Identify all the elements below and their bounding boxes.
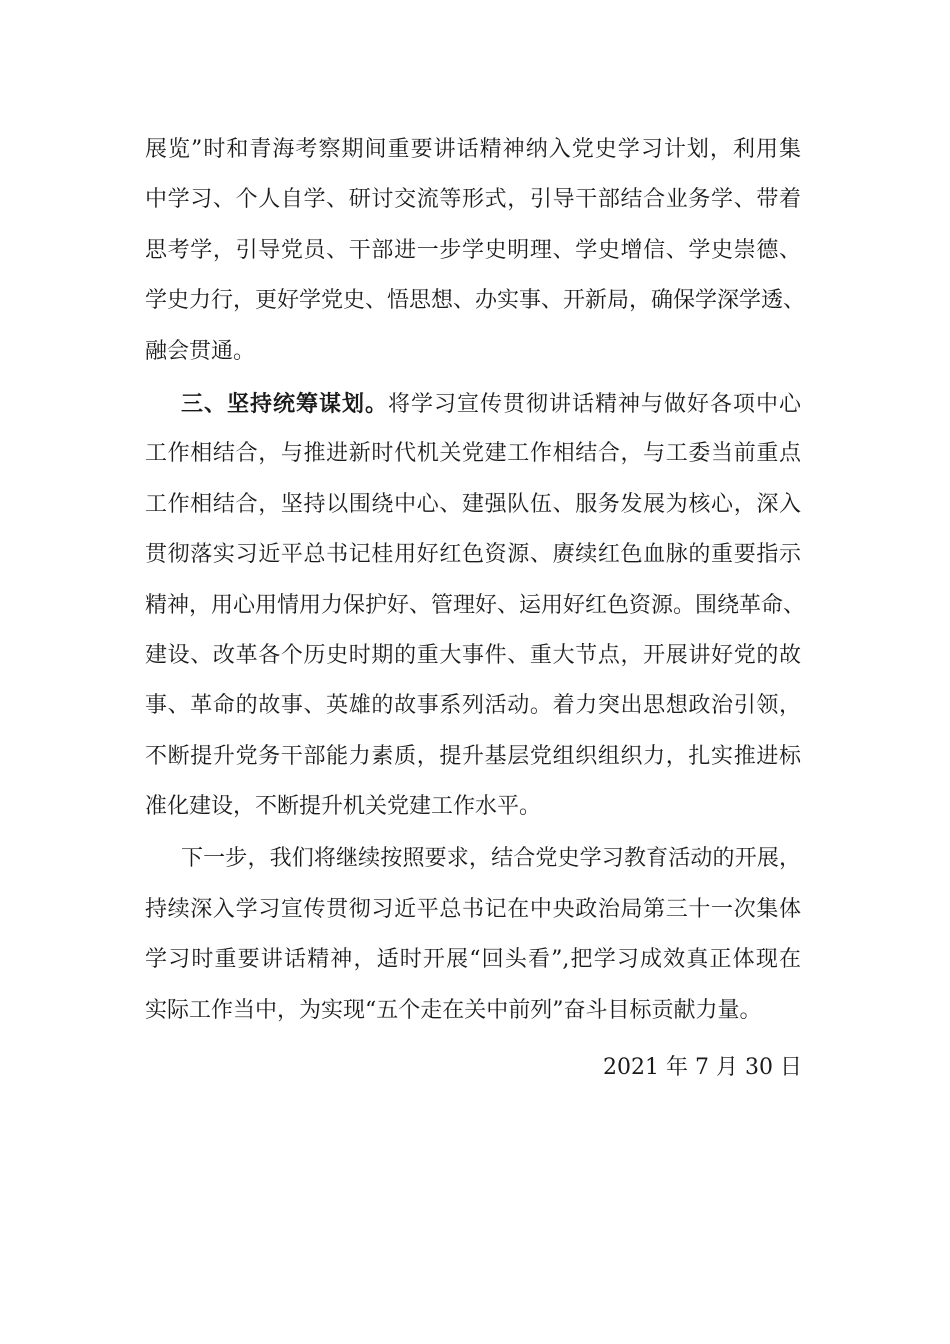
text-line: 贯彻落实习近平总书记桂用好红色资源、赓续红色血脉的重要指示 [145,542,801,568]
section-heading: 三、坚持统筹谋划。 [181,390,388,417]
text-span: 将学习宣传贯彻讲话精神与做好各项中心 [388,391,801,417]
paragraph-1 [145,125,806,377]
text-line: 学习时重要讲话精神，适时开展“回头看”,把学习成效真正体现在 [145,947,801,973]
text-line: 事、革命的故事、英雄的故事系列活动。着力突出思想政治引领， [145,693,801,719]
text-line: 不断提升党务干部能力素质，提升基层党组织组织力，扎实推进标 [145,743,801,769]
text-line: 工作相结合，坚持以围绕中心、建强队伍、服务发展为核心，深入 [145,491,801,517]
text-line: 建设、改革各个历史时期的重大事件、重大节点，开展讲好党的故 [145,642,801,668]
text-line [145,379,801,429]
text-line: 中学习、个人自学、研讨交流等形式，引导干部结合业务学、带着 [145,187,801,213]
text-line: 展览”时和青海考察期间重要讲话精神纳入党史学习计划，利用集 [145,137,801,162]
text-line: 思考学，引导党员、干部进一步学史明理、学史增信、学史崇德、 [145,237,801,263]
text-line: 工作相结合，与推进新时代机关党建工作相结合，与工委当前重点 [145,441,801,467]
text-line: 下一步，我们将继续按照要求，结合党史学习教育活动的开展， [181,846,801,872]
paragraph-2 [145,379,806,833]
document-date: 2021 年 7 月 30 日 [603,1055,802,1080]
document-body [145,125,806,1036]
text-line: 融会贯通。 [145,338,256,364]
text-line: 精神，用心用情用力保护好、管理好、运用好红色资源。围绕革命、 [145,592,806,618]
text-line: 学史力行，更好学党史、悟思想、办实事、开新局，确保学深学透、 [145,288,806,314]
text-line: 准化建设，不断提升机关党建工作水平。 [145,794,542,820]
text-line: 持续深入学习宣传贯彻习近平总书记在中央政治局第三十一次集体 [145,896,801,922]
paragraph-3 [145,834,801,1036]
text-line: 实际工作当中，为实现“五个走在关中前列”奋斗目标贡献力量。 [145,997,762,1023]
